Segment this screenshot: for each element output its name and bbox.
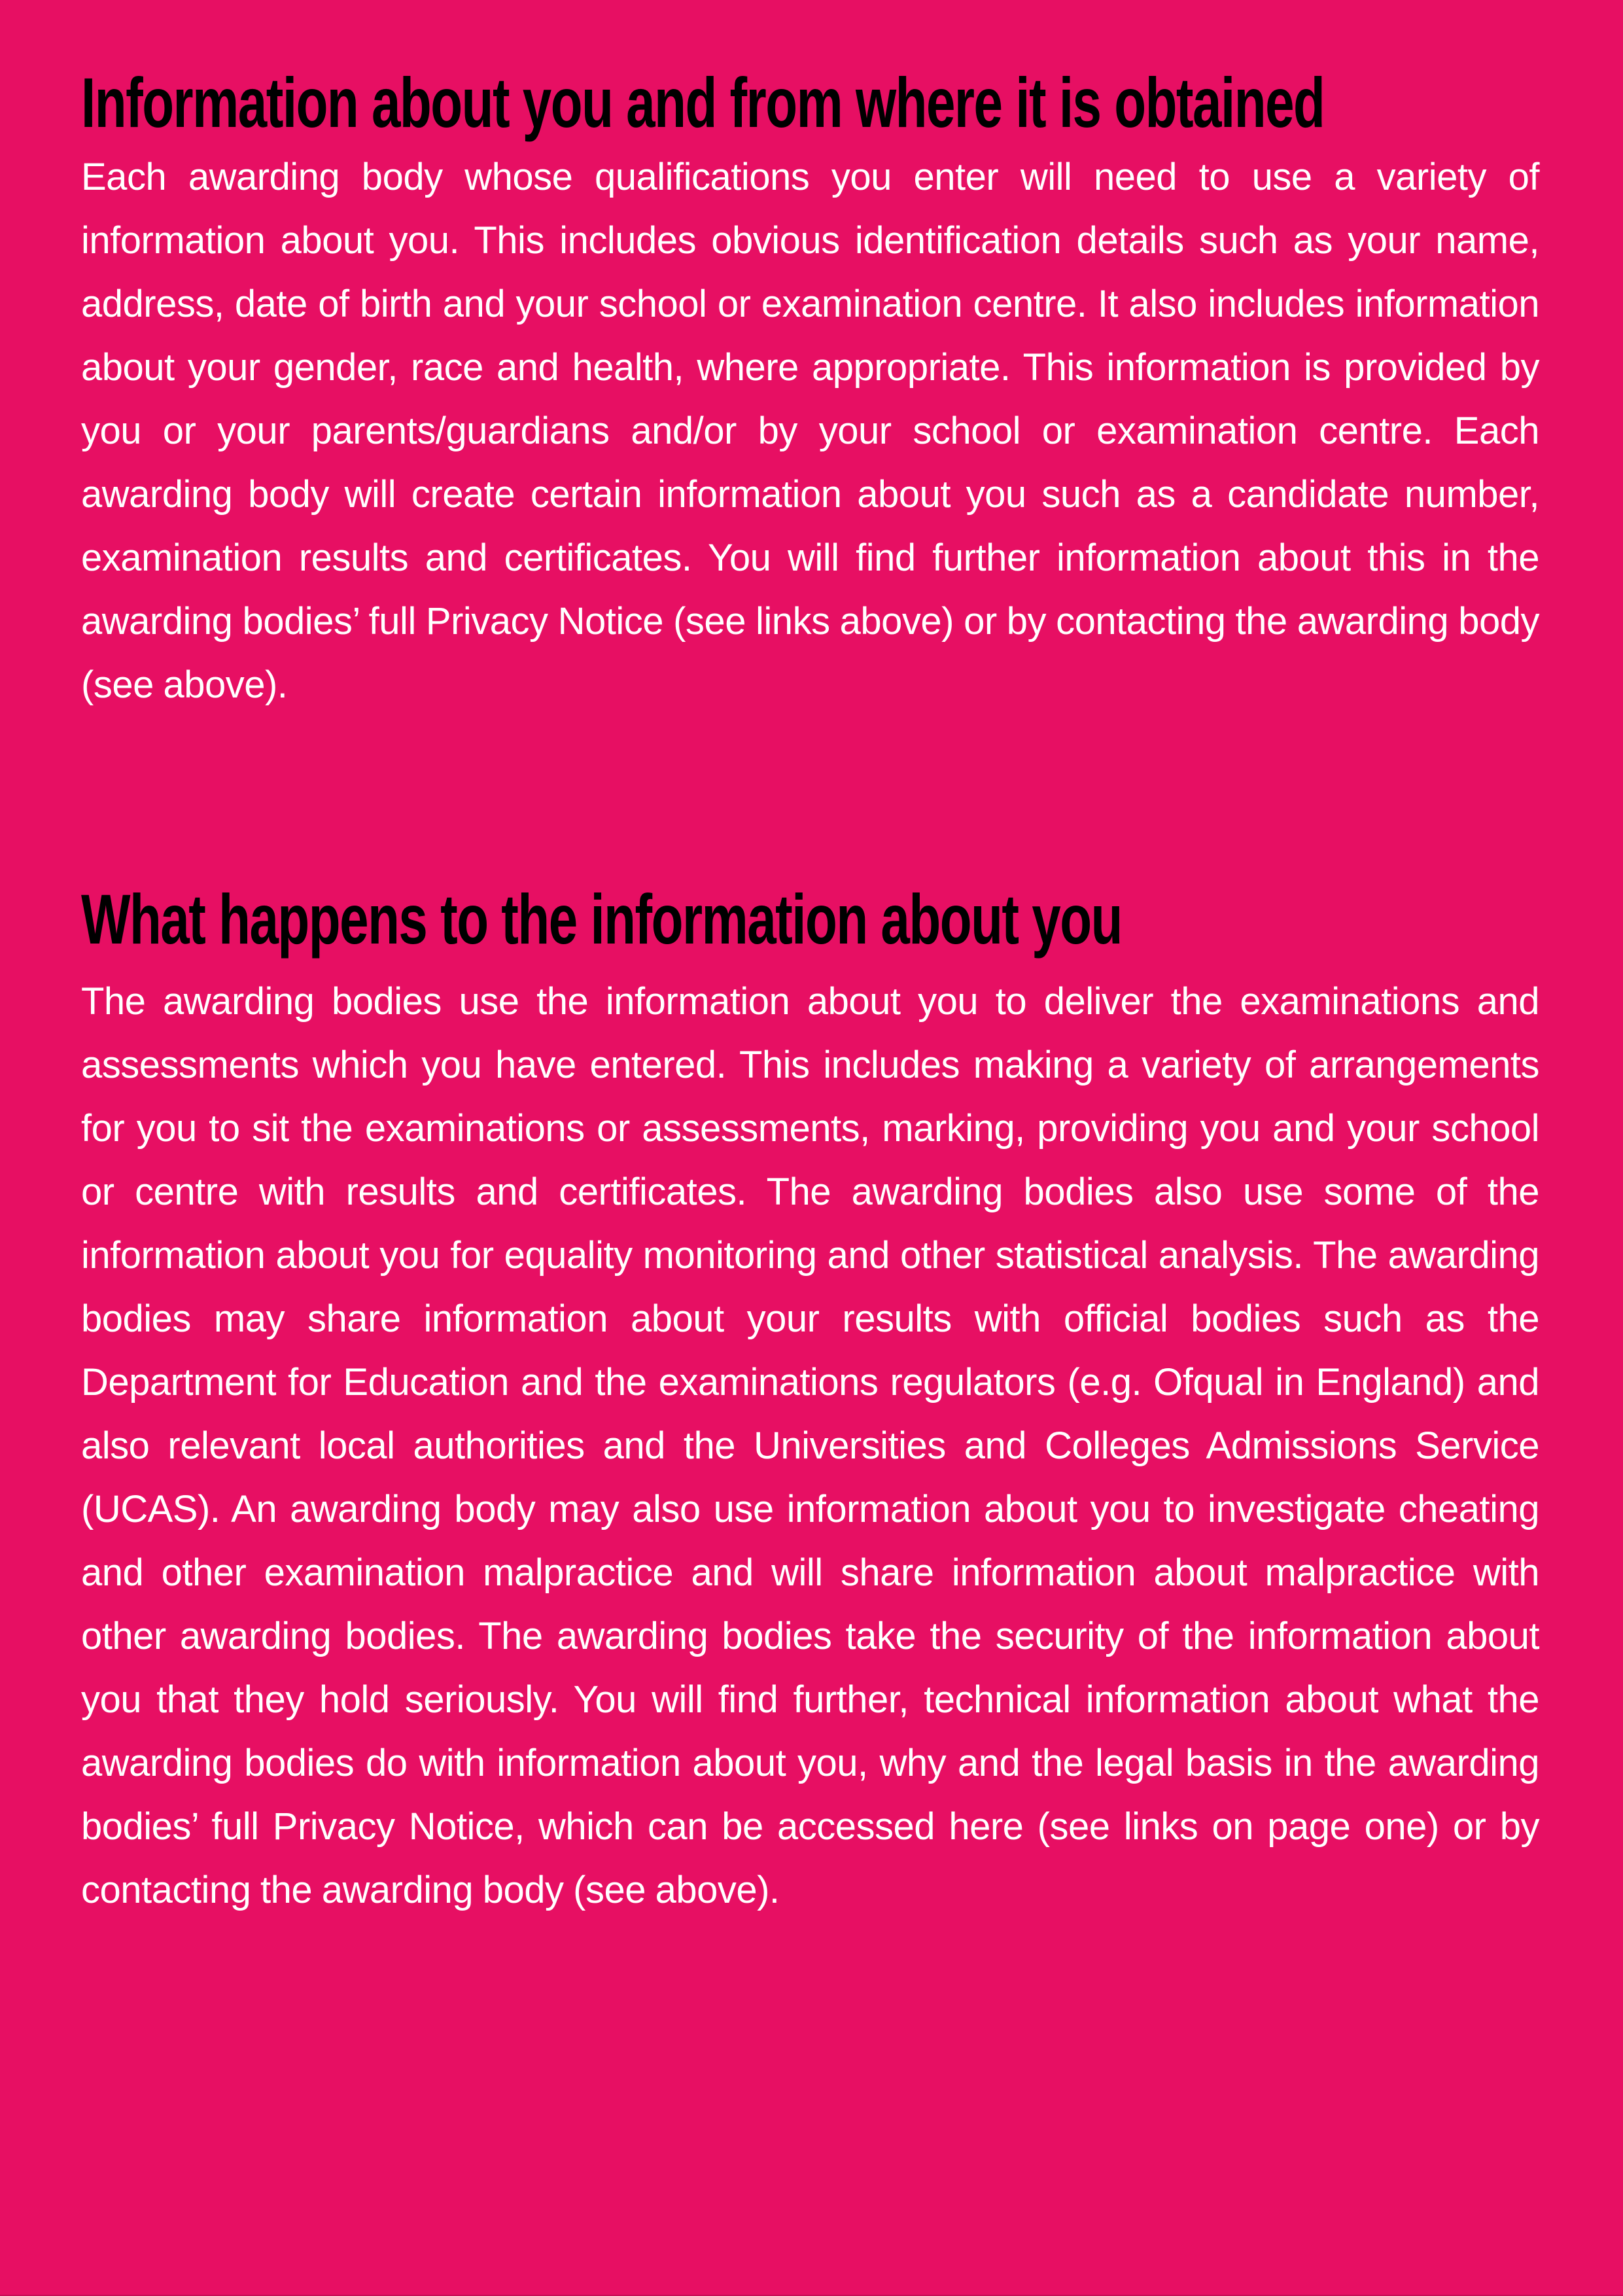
section-body-text: Each awarding body whose qualifications you enter will need to use a variety of information about you. This includes obvious identification details such as your name, address, date of birth and your school or examination centre. It also includes information about your gender, race and health, where appropriate. This information is provided by you or your parents/guardians and/or by your school or examination centre. Each awarding body will create certain information about you such as a candidate number, examination results and certificates. You will find further information about this in the awarding bodies’ full Privacy Notice (see links above) or by contacting the awarding body (see above). — [81, 156, 1539, 706]
section-what-happens — [81, 877, 1539, 1922]
section-information-obtained — [81, 60, 1539, 716]
section-heading: Information about you and from where it is obtained — [81, 63, 1325, 142]
section-body-text: The awarding bodies use the information about you to deliver the examinations and assessments which you have entered. This includes making a variety of arrangements for you to sit the examinations or assessments, marking, providing you and your school or centre with results and certificates. The awarding bodies also use some of the information about you for equality monitoring and other statistical analysis. The awarding bodies may share information about your results with official bodies such as the Department for Education and the examinations regulators (e.g. Ofqual in England) and also relevant local authorities and the Universities and Colleges Admissions Service (UCAS). An awarding body may also use information about you to investigate cheating and other examination malpractice and will share information about malpractice with other awarding bodies. The awarding bodies take the security of the information about you that they hold seriously. You will find further, technical information about what the awarding bodies do with information about you, why and the legal basis in the awarding bodies’ full Privacy Notice, which can be accessed here (see links on page one) or by contacting the awarding body (see above). — [81, 980, 1539, 1911]
section-heading: What happens to the information about you — [81, 879, 1122, 959]
